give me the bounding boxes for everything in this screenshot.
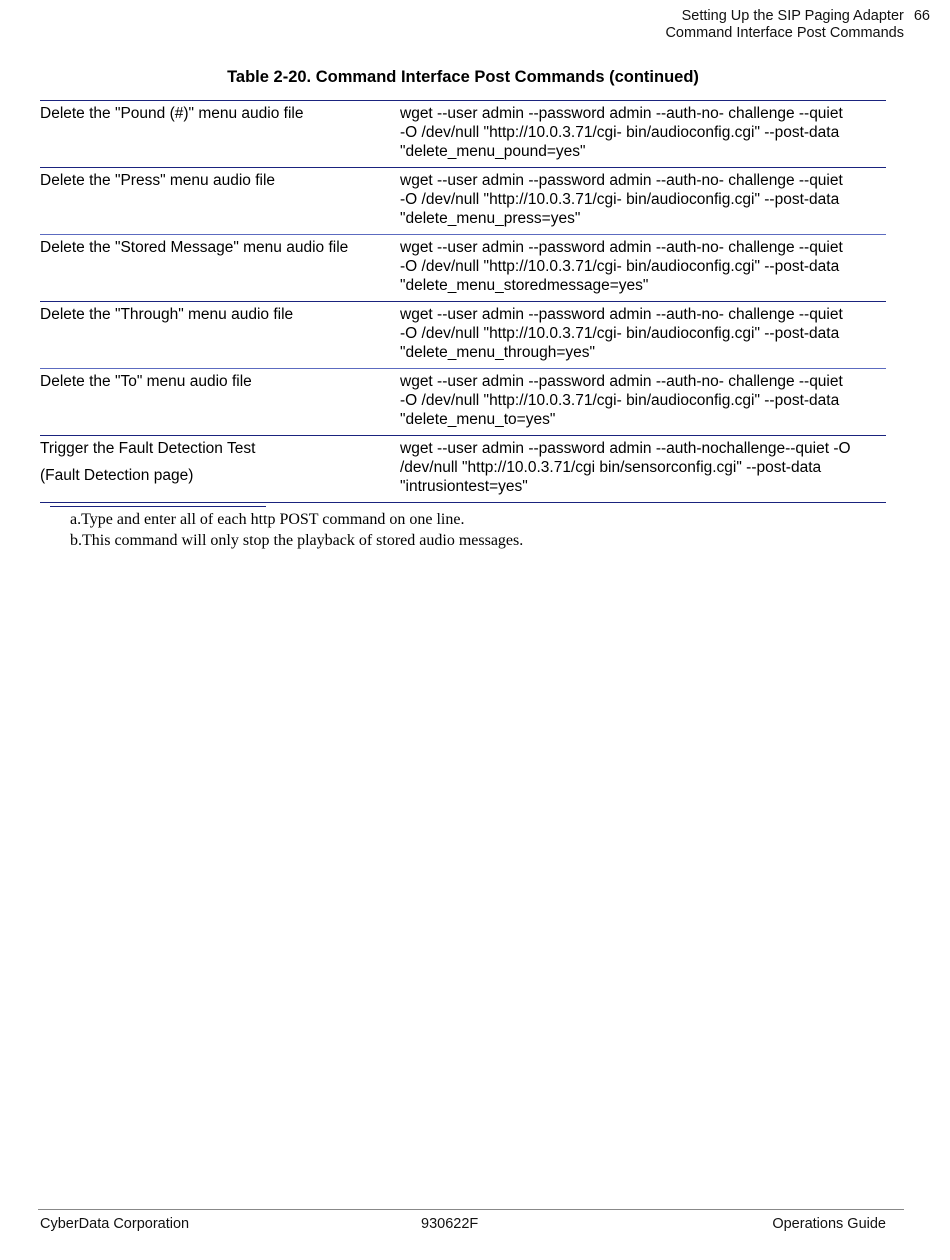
footer-company: CyberData Corporation xyxy=(40,1216,190,1232)
command-description: Delete the "Pound (#)" menu audio file xyxy=(40,105,304,122)
table-row xyxy=(40,168,886,235)
command-description-note: (Fault Detection page) xyxy=(40,467,194,484)
footer-guide-title: Operations Guide xyxy=(772,1216,886,1232)
footer-divider xyxy=(38,1209,904,1210)
command-description: Delete the "Through" menu audio file xyxy=(40,302,400,369)
footnote-divider xyxy=(50,506,266,507)
table-row xyxy=(40,436,886,503)
page-header xyxy=(350,8,950,42)
footnotes xyxy=(70,509,523,551)
command-table xyxy=(40,100,886,503)
command-description: Delete the "Stored Message" menu audio file xyxy=(40,235,400,302)
table-row xyxy=(40,101,886,168)
table-row xyxy=(40,302,886,369)
table-row xyxy=(40,369,886,436)
command-text: wget --user admin --password admin --auth-no- challenge --quiet -O /dev/null "http://10.0.3.71/cgi- bin/audioconfig.cgi" --post-data "delete_menu_to=yes" xyxy=(400,369,886,436)
command-text: wget --user admin --password admin --auth-nochallenge--quiet -O /dev/null "http://10.0.3.71/cgi bin/sensorconfig.cgi" --post-data "intrusiontest=yes" xyxy=(400,436,886,503)
table-row xyxy=(40,235,886,302)
footnote-a: a.Type and enter all of each http POST command on one line. xyxy=(70,511,465,528)
page-number: 66 xyxy=(913,8,930,24)
command-text: wget --user admin --password admin --auth-no- challenge --quiet -O /dev/null "http://10.0.3.71/cgi- bin/audioconfig.cgi" --post-data "delete_menu_storedmessage=yes" xyxy=(400,235,886,302)
footer-doc-number: 930622F xyxy=(421,1216,479,1232)
command-description: Delete the "Press" menu audio file xyxy=(40,168,400,235)
command-description: Trigger the Fault Detection Test (Fault Detection page) xyxy=(40,436,400,503)
header-section-title: Setting Up the SIP Paging Adapter xyxy=(681,8,904,24)
command-text: wget --user admin --password admin --auth-no- challenge --quiet -O /dev/null "http://10.0.3.71/cgi- bin/audioconfig.cgi" --post-data "delete_menu_press=yes" xyxy=(400,168,886,235)
footnote-b: b.This command will only stop the playback of stored audio messages. xyxy=(70,532,524,549)
header-subsection-title: Command Interface Post Commands xyxy=(665,25,904,41)
command-description: Delete the "To" menu audio file xyxy=(40,369,400,436)
command-text: wget --user admin --password admin --auth-no- challenge --quiet -O /dev/null "http://10.0.3.71/cgi- bin/audioconfig.cgi" --post-data "delete_menu_through=yes" xyxy=(400,302,886,369)
command-text: wget --user admin --password admin --auth-no- challenge --quiet -O /dev/null "http://10.0.3.71/cgi- bin/audioconfig.cgi" --post-data "delete_menu_pound=yes" xyxy=(400,105,843,160)
table-caption: Table 2-20. Command Interface Post Commands (continued) xyxy=(227,68,699,86)
